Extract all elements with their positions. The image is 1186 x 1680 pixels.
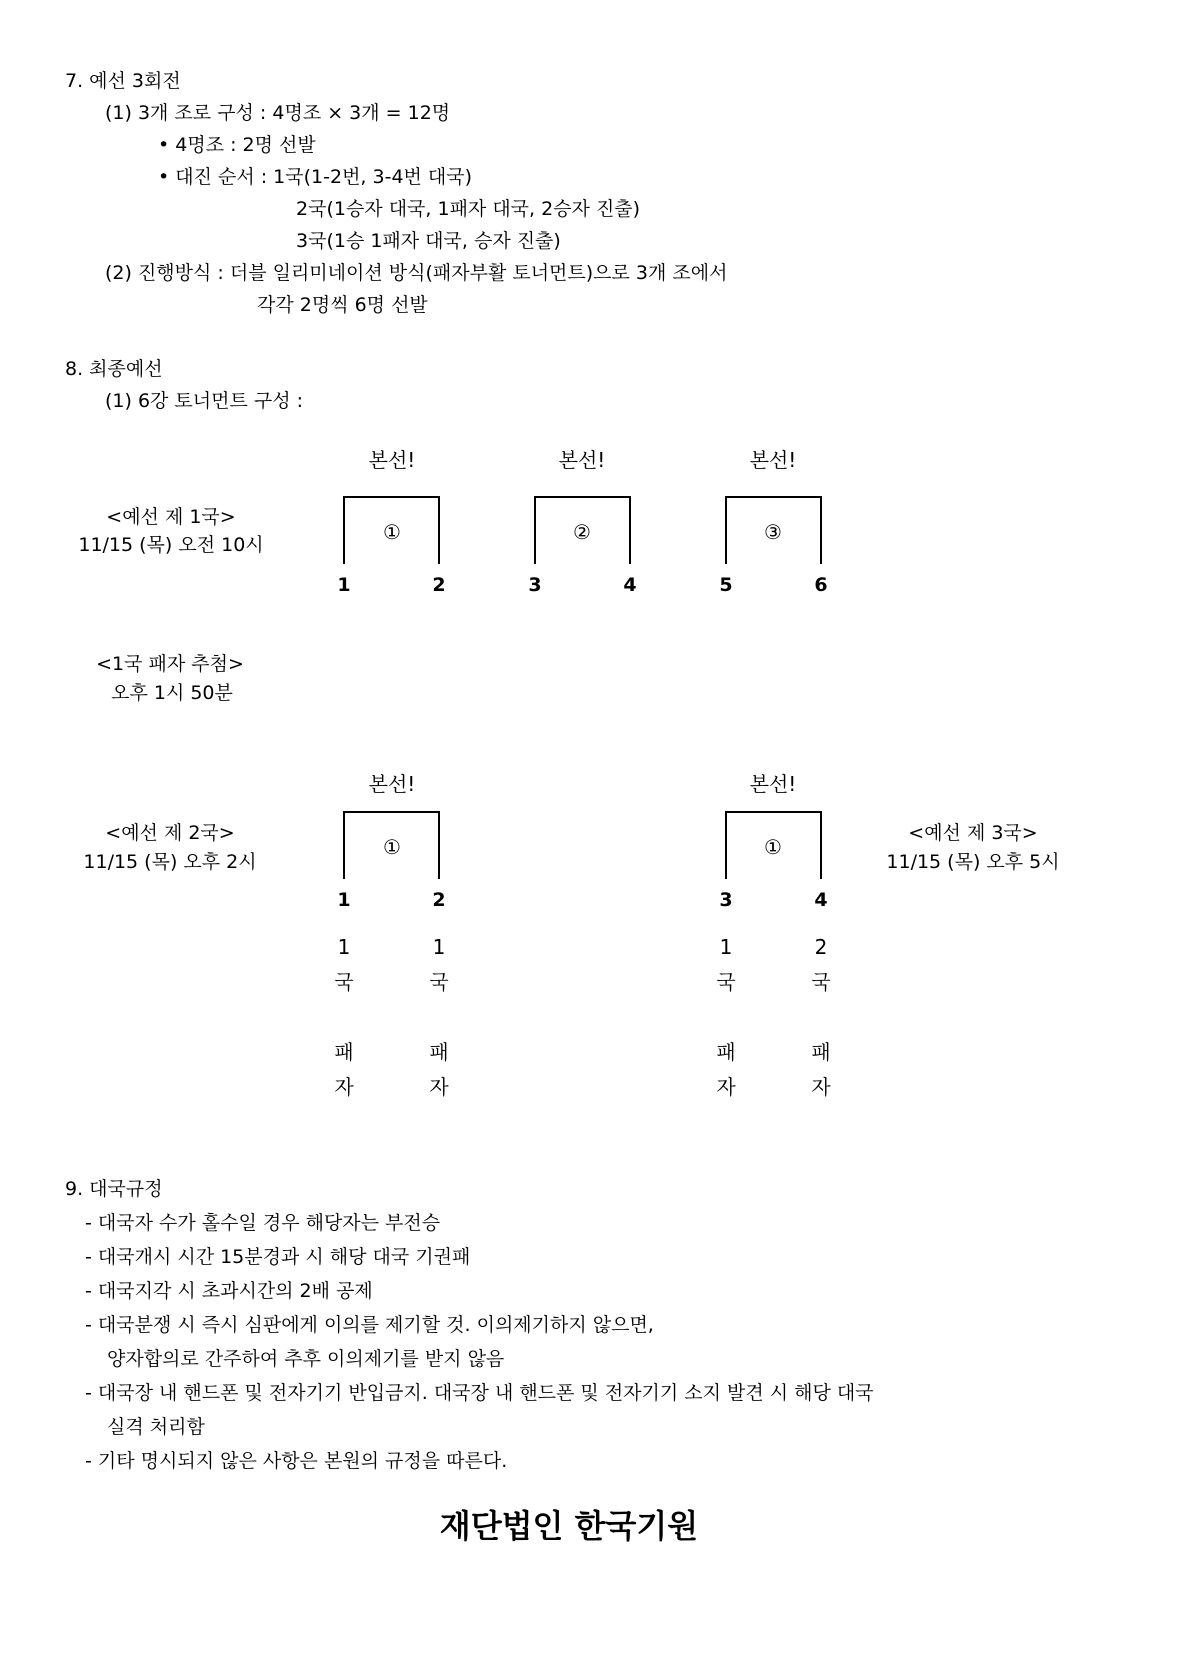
match-number-1: ① <box>383 520 401 544</box>
round-1-time: 11/15 (목) 오전 10시 <box>78 534 264 556</box>
vertical-note-char: 패 <box>716 1040 736 1064</box>
promotion-label-round-3: 본선! <box>749 772 797 796</box>
section-7-heading: 7. 예선 3회전 <box>65 70 181 92</box>
promotion-label-2: 본선! <box>558 448 606 472</box>
promotion-label-1: 본선! <box>368 448 416 472</box>
rule-item: - 기타 명시되지 않은 사항은 본원의 규정을 따른다. <box>85 1450 508 1472</box>
promotion-label-3: 본선! <box>749 448 797 472</box>
seed-number: 4 <box>814 889 828 911</box>
draw-time: 오후 1시 50분 <box>111 682 233 704</box>
round-2-label: <예선 제 2국> <box>105 822 235 844</box>
section-7-bullet-2-line-2: 2국(1승자 대국, 1패자 대국, 2승자 진출) <box>296 198 641 220</box>
section-7-bullet-1: • 4명조 : 2명 선발 <box>158 134 316 156</box>
vertical-note-char: 2 <box>814 935 828 959</box>
round-2-match-number: ① <box>383 835 401 859</box>
rule-item-continuation: 실격 처리함 <box>107 1416 205 1438</box>
seed-number: 6 <box>814 574 828 596</box>
vertical-note-char: 1 <box>432 935 446 959</box>
vertical-note-char: 국 <box>811 970 831 994</box>
round-3-label: <예선 제 3국> <box>908 822 1038 844</box>
rule-item: - 대국지각 시 초과시간의 2배 공제 <box>85 1280 373 1302</box>
match-number-2: ② <box>573 520 591 544</box>
seed-number: 3 <box>528 574 542 596</box>
rule-item: - 대국분쟁 시 즉시 심판에게 이의를 제기할 것. 이의제기하지 않으면, <box>85 1314 654 1336</box>
seed-number: 1 <box>337 889 351 911</box>
organization-name: 재단법인 한국기원 <box>439 1507 699 1545</box>
vertical-note-char: 자 <box>716 1075 736 1099</box>
round-2-time: 11/15 (목) 오후 2시 <box>83 851 257 873</box>
rule-item: - 대국장 내 핸드폰 및 전자기기 반입금지. 대국장 내 핸드폰 및 전자기기 소지 발견 시 해당 대국 <box>85 1382 874 1404</box>
vertical-note-char: 국 <box>429 970 449 994</box>
section-8-item-1: (1) 6강 토너먼트 구성 : <box>105 390 304 412</box>
vertical-note-char: 패 <box>334 1040 354 1064</box>
rule-item: - 대국자 수가 홀수일 경우 해당자는 부전승 <box>85 1212 441 1234</box>
section-7-bullet-2: • 대진 순서 : 1국(1-2번, 3-4번 대국) <box>158 166 473 188</box>
vertical-note-char: 국 <box>334 970 354 994</box>
promotion-label-round-2: 본선! <box>368 772 416 796</box>
match-number-3: ③ <box>764 520 782 544</box>
vertical-note-char: 자 <box>334 1075 354 1099</box>
rule-item-continuation: 양자합의로 간주하여 추후 이의제기를 받지 않음 <box>107 1348 505 1370</box>
seed-number: 4 <box>623 574 637 596</box>
seed-number: 2 <box>432 574 446 596</box>
section-9-heading: 9. 대국규정 <box>65 1178 163 1200</box>
round-3-match-number: ① <box>764 835 782 859</box>
vertical-note-char: 1 <box>719 935 733 959</box>
seed-number: 3 <box>719 889 733 911</box>
round-3-time: 11/15 (목) 오후 5시 <box>886 851 1060 873</box>
vertical-note-char: 자 <box>429 1075 449 1099</box>
draw-label: <1국 패자 추첨> <box>96 653 244 675</box>
section-7-bullet-2-line-3: 3국(1승 1패자 대국, 승자 진출) <box>296 230 561 252</box>
vertical-note-char: 패 <box>811 1040 831 1064</box>
section-8-heading: 8. 최종예선 <box>65 358 163 380</box>
section-7-item-2-line-2: 각각 2명씩 6명 선발 <box>257 294 428 316</box>
rule-item: - 대국개시 시간 15분경과 시 해당 대국 기권패 <box>85 1246 471 1268</box>
vertical-note-char: 패 <box>429 1040 449 1064</box>
seed-number: 2 <box>432 889 446 911</box>
vertical-note-char: 자 <box>811 1075 831 1099</box>
section-7-item-2: (2) 진행방식 : 더블 일리미네이션 방식(패자부활 토너먼트)으로 3개 조에서 <box>105 262 728 284</box>
seed-number: 5 <box>719 574 733 596</box>
section-7-item-1: (1) 3개 조로 구성 : 4명조 × 3개 = 12명 <box>105 102 451 124</box>
vertical-note-char: 국 <box>716 970 736 994</box>
seed-number: 1 <box>337 574 351 596</box>
round-1-label: <예선 제 1국> <box>106 506 236 528</box>
vertical-note-char: 1 <box>337 935 351 959</box>
